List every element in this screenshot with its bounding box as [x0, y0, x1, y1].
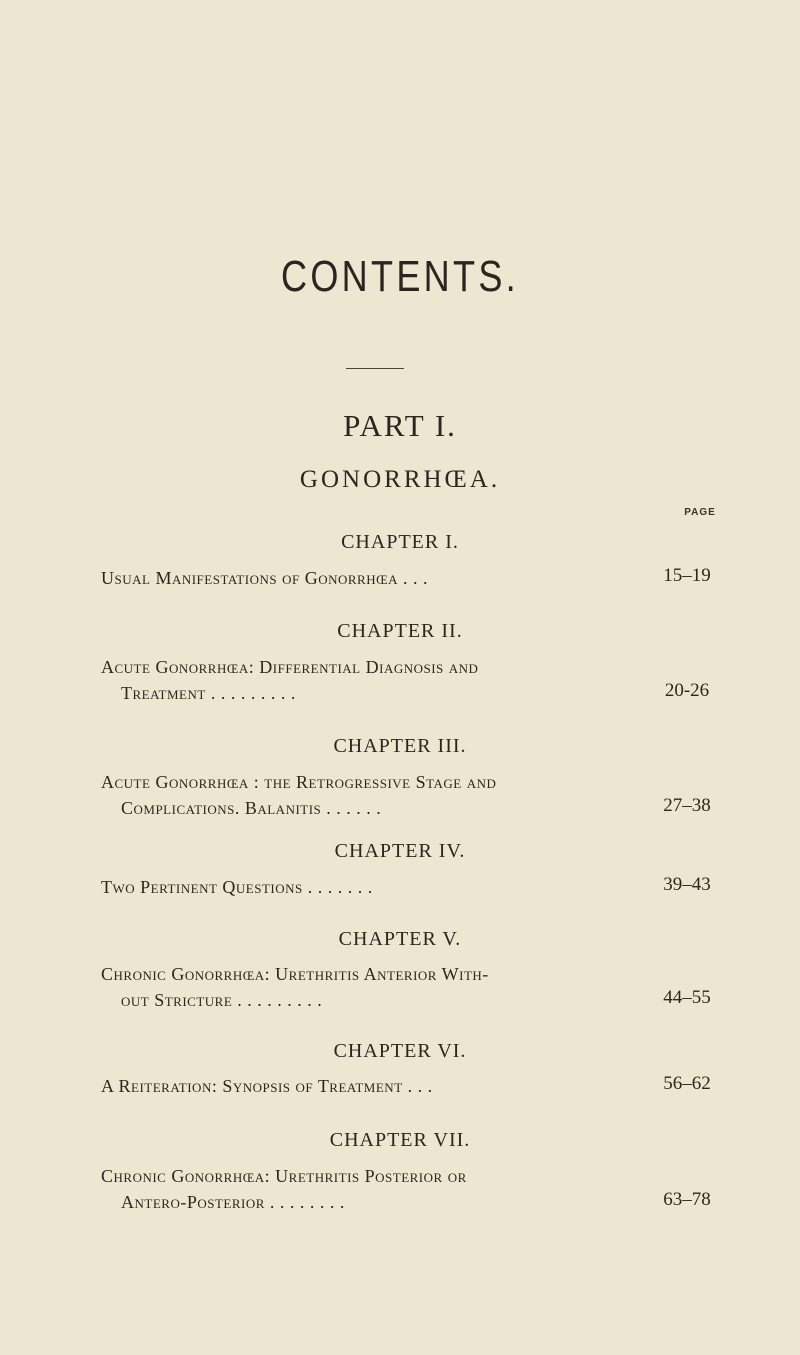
chapter-heading: CHAPTER II. — [337, 620, 463, 642]
chapter-entry — [101, 565, 701, 591]
subject-title: GONORRHŒA. — [299, 466, 501, 493]
page-range: 63–78 — [663, 1189, 711, 1210]
chapter-heading: CHAPTER IV. — [334, 840, 466, 862]
page-range: 56–62 — [663, 1073, 711, 1094]
page-range: 39–43 — [663, 874, 711, 895]
chapter-entry — [101, 874, 701, 900]
chapter-entry — [101, 654, 701, 706]
chapter-entry — [101, 1163, 701, 1215]
entry-line: Acute Gonorrhœa: Differential Diagnosis and — [101, 657, 479, 677]
page-range: 44–55 — [663, 987, 711, 1008]
contents-title: CONTENTS. — [280, 252, 519, 301]
title-rule — [346, 368, 404, 369]
entry-line: Complications. Balanitis . . . . . . — [121, 798, 382, 818]
page-range: 20-26 — [664, 680, 710, 701]
page-range: 27–38 — [663, 795, 711, 816]
entry-line: out Stricture . . . . . . . . . — [121, 990, 323, 1010]
entry-line: Chronic Gonorrhœa: Urethritis Anterior With- — [101, 964, 489, 984]
chapter-entry — [101, 1073, 701, 1099]
page-column-label: PAGE — [684, 507, 716, 518]
entry-line: Acute Gonorrhœa : the Retrogressive Stage and — [101, 772, 497, 792]
page-range: 15–19 — [663, 565, 711, 586]
entry-line: Antero-Posterior . . . . . . . . — [121, 1192, 345, 1212]
chapter-entry — [101, 961, 701, 1013]
entry-line: Usual Manifestations of Gonorrhœa . . . — [101, 568, 429, 588]
chapter-heading: CHAPTER VI. — [333, 1040, 467, 1062]
entry-line: Two Pertinent Questions . . . . . . . — [101, 877, 373, 897]
chapter-heading: CHAPTER V. — [338, 928, 462, 950]
part-title: PART I. — [343, 408, 457, 443]
chapter-heading: CHAPTER I. — [341, 531, 459, 553]
chapter-entry — [101, 769, 701, 821]
entry-line: A Reiteration: Synopsis of Treatment . . . — [101, 1076, 433, 1096]
entry-line: Treatment . . . . . . . . . — [121, 683, 296, 703]
chapter-heading: CHAPTER III. — [333, 735, 467, 757]
chapter-heading: CHAPTER VII. — [329, 1129, 471, 1151]
entry-line: Chronic Gonorrhœa: Urethritis Posterior or — [101, 1166, 467, 1186]
